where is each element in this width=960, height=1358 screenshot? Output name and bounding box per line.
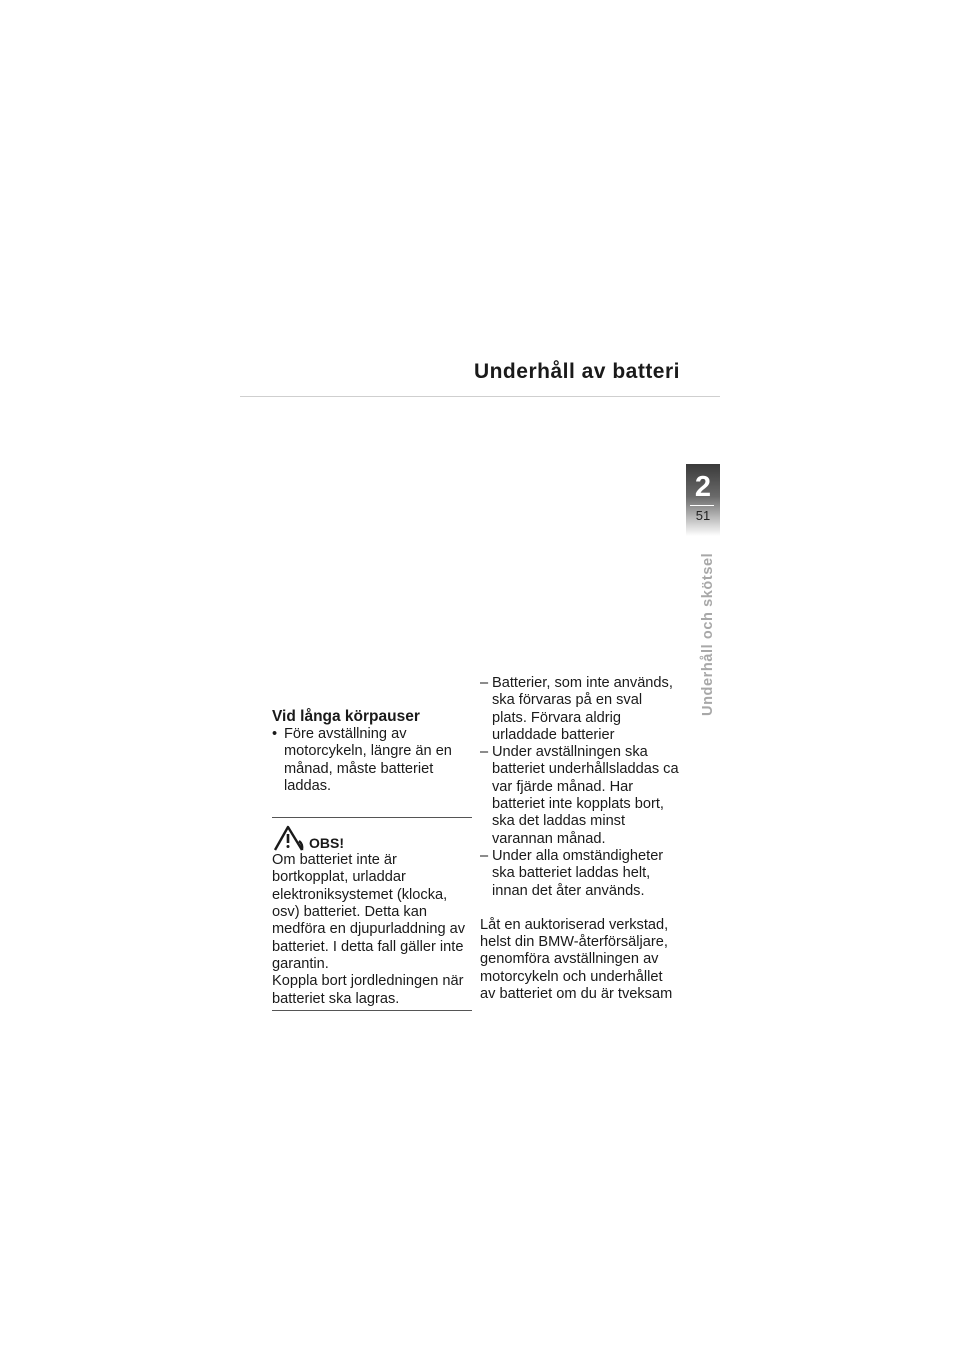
right-column bbox=[480, 675, 680, 1003]
list-item: – Under avställningen ska batteriet underhållsladdas ca var fjärde månad. Har batteriet inte kopplats bort, ska det laddas minst varannan månad. bbox=[480, 744, 680, 848]
notice-text: Koppla bort jordledningen när batteriet ska lagras. bbox=[272, 973, 464, 1007]
chapter-divider bbox=[690, 505, 714, 506]
page-title: Underhåll av batteri bbox=[473, 360, 680, 383]
chapter-number: 2 bbox=[694, 471, 712, 503]
title-divider bbox=[240, 396, 720, 397]
notice-header bbox=[272, 824, 472, 852]
paragraph-gap bbox=[480, 900, 680, 917]
notice-box bbox=[272, 817, 472, 1011]
list-item: – Under alla omständigheter ska batteriet laddas helt, innan det åter används. bbox=[480, 848, 680, 900]
section-heading: Vid långa körpauser bbox=[272, 708, 420, 725]
body-paragraph: Låt en auktoriserad verkstad, helst din BMW-återförsäljare, genomföra avställningen av motorcykeln och underhållet av batteriet om du är tveksam bbox=[480, 916, 673, 1003]
list-item: – Batterier, som inte används, ska förvaras på en sval plats. Förvara aldrig urladdade batterier bbox=[480, 675, 680, 744]
page-number: 51 bbox=[695, 508, 711, 523]
left-column bbox=[272, 708, 472, 1011]
warning-triangle-icon bbox=[272, 825, 305, 852]
bullet-item: • Före avställning av motorcykeln, längre än en månad, måste batteriet laddas. bbox=[272, 726, 472, 795]
notice-text: Om batteriet inte är bortkopplat, urladdar elektroniksystemet (klocka, osv) batteriet. Detta kan medföra en djupurladdning av batteriet. I detta fall gäller inte garantin. bbox=[272, 852, 466, 972]
notice-label: OBS! bbox=[309, 835, 344, 852]
section-side-label: Underhåll och skötsel bbox=[700, 552, 716, 716]
